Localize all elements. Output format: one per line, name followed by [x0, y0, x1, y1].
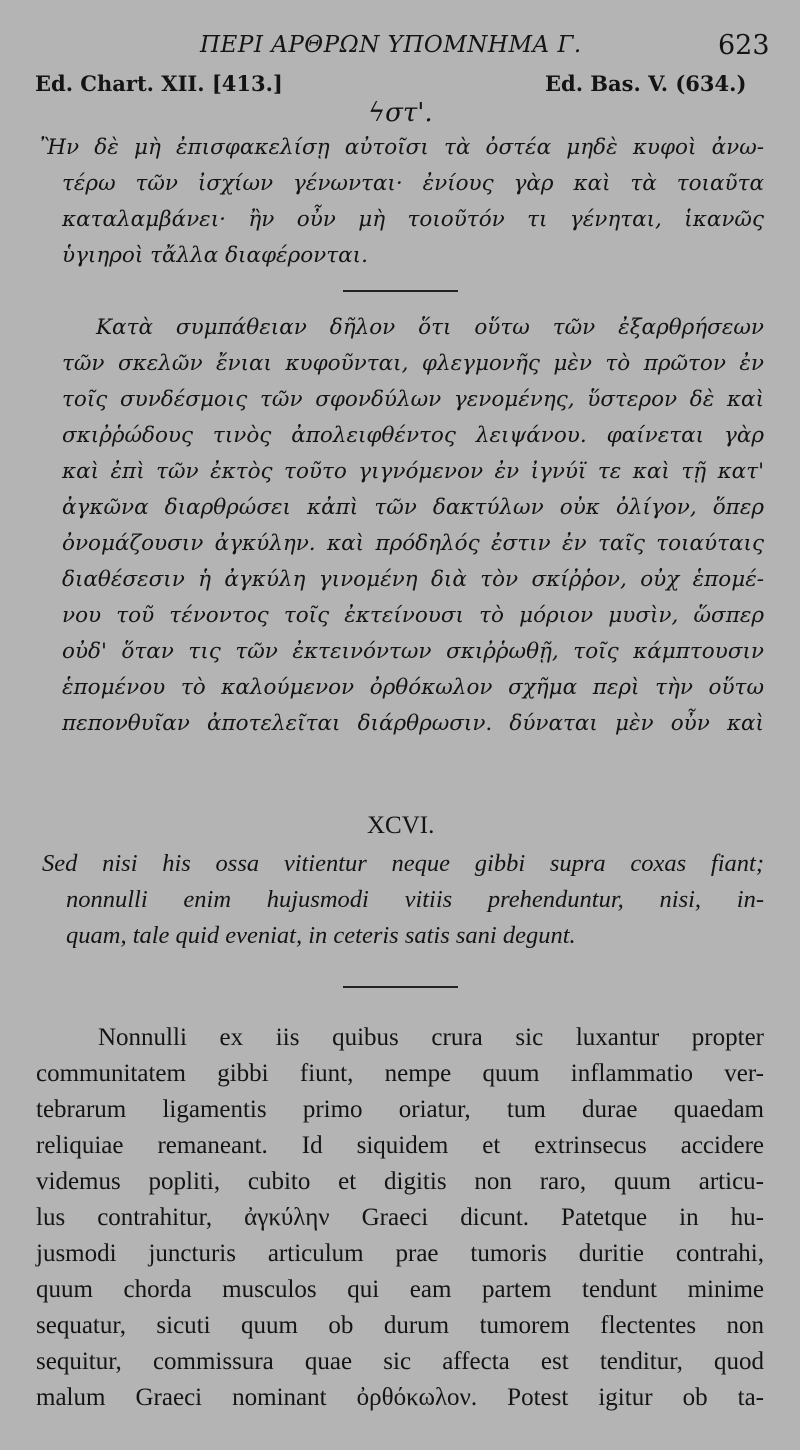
text-line: communitatem gibbi fiunt, nempe quum inflammatio ver-: [36, 1060, 764, 1087]
greek-commentary: [62, 310, 764, 742]
edition-basel-reference: Ed. Bas. V. (634.): [545, 71, 747, 96]
text-line: διαθέσεσιν ἡ ἀγκύλη γινομένη διὰ τὸν σκίῤῥον, οὐχ ἑπομέ-: [62, 567, 764, 592]
text-line: Κατὰ συμπάθειαν δῆλον ὅτι οὕτω τῶν ἐξαρθρήσεων: [96, 315, 764, 340]
text-line: τέρω τῶν ἰσχίων γένωνται· ἐνίους γὰρ καὶ τὰ τοιαῦτα: [62, 171, 764, 196]
text-line: sequitur, commissura quae sic affecta est tenditur, quod: [36, 1348, 764, 1375]
text-line: Nonnulli ex iis quibus crura sic luxantur propter: [98, 1024, 764, 1051]
text-line: ἑπομένου τὸ καλούμενον ὀρθόκωλον σχῆμα περὶ τὴν οὕτω: [62, 675, 764, 700]
latin-section-number: XCVI.: [367, 812, 435, 839]
text-line: Ἢν δὲ μὴ ἐπισφακελίσῃ αὐτοῖσι τὰ ὀστέα μηδὲ κυφοὶ ἀνω-: [40, 135, 764, 160]
text-line: τῶν σκελῶν ἔνιαι κυφοῦνται, φλεγμονῆς μὲν τὸ πρῶτον ἐν: [62, 351, 764, 376]
text-line: ἀγκῶνα διαρθρώσει κἀπὶ τῶν δακτύλων οὐκ ὀλίγον, ὅπερ: [62, 495, 764, 520]
text-line: ὑγιηροὶ τἄλλα διαφέρονται.: [62, 243, 368, 268]
text-line: νου τοῦ τένοντος τοῖς ἐκτείνουσι τὸ μόριον μυσὶν, ὥσπερ: [62, 603, 764, 628]
text-line: nonnulli enim hujusmodi vitiis prehenduntur, nisi, in-: [66, 886, 764, 913]
edition-chart-reference: Ed. Chart. XII. [413.]: [35, 71, 283, 96]
text-line: reliquiae remaneant. Id siquidem et extrinsecus accidere: [36, 1132, 764, 1159]
text-line: sequatur, sicuti quum ob durum tumorem flectentes non: [36, 1312, 764, 1339]
text-line: quam, tale quid eveniat, in ceteris satis sani degunt.: [66, 922, 576, 949]
text-line: videmus popliti, cubito et digitis non raro, quum articu-: [36, 1168, 764, 1195]
text-line: tebrarum ligamentis primo oriatur, tum durae quaedam: [36, 1096, 764, 1123]
text-line: καταλαμβάνει· ἢν οὖν μὴ τοιοῦτόν τι γένηται, ἱκανῶς: [62, 207, 764, 232]
page-number: 623: [718, 30, 770, 61]
section-divider: [343, 290, 458, 292]
text-line: τοῖς συνδέσμοις τῶν σφονδύλων γενομένης, ὕστερον δὲ καὶ: [62, 387, 764, 412]
latin-commentary: [36, 1020, 764, 1416]
text-line: καὶ ἐπὶ τῶν ἐκτὸς τοῦτο γιγνόμενον ἐν ἰγνύϊ τε καὶ τῇ κατ': [62, 459, 764, 484]
text-line: σκιῤῥώδους τινὸς ἀπολειφθέντος λειψάνου. φαίνεται γὰρ: [62, 423, 764, 448]
text-line: οὐδ' ὅταν τις τῶν ἐκτεινόντων σκιῤῥωθῇ, τοῖς κάμπτουσιν: [62, 639, 764, 664]
text-line: ὀνομάζουσιν ἀγκύλην. καὶ πρόδηλός ἐστιν ἐν ταῖς τοιαύταις: [62, 531, 764, 556]
text-line: quum chorda musculos qui eam partem tendunt minime: [36, 1276, 764, 1303]
text-line: malum Graeci nominant ὀρθόκωλον. Potest igitur ob ta-: [36, 1384, 764, 1411]
text-line: lus contrahitur, ἀγκύλην Graeci dicunt. Patetque in hu-: [36, 1204, 764, 1231]
text-line: πεπονθυῖαν ἀποτελεῖται διάρθρωσιν. δύναται μὲν οὖν καὶ: [62, 711, 764, 736]
text-line: jusmodi juncturis articulum prae tumoris duritie contrahi,: [36, 1240, 764, 1267]
running-title: ΠΕΡΙ ΑΡΘΡΩΝ ΥΠΟΜΝΗΜΑ Γ.: [200, 32, 582, 58]
section-divider: [343, 986, 458, 988]
greek-section-number: ϟστ'.: [368, 98, 433, 128]
greek-lemma: [40, 130, 764, 274]
text-line: Sed nisi his ossa vitientur neque gibbi supra coxas fiant;: [42, 850, 764, 877]
latin-lemma: [42, 846, 764, 954]
